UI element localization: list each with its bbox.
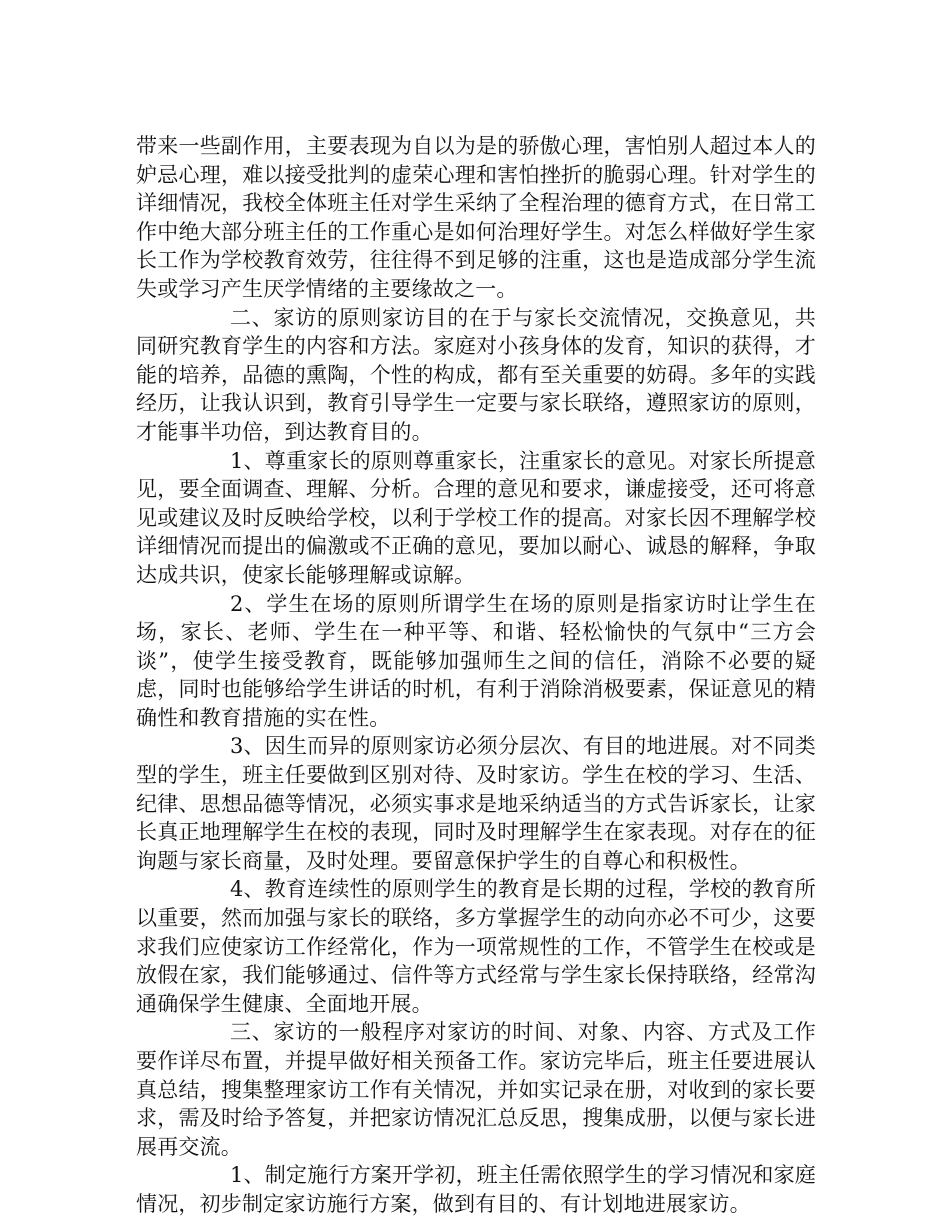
paragraph-principle-3-individual: 3、因生而异的原则家访必须分层次、有目的地进展。对不同类型的学生，班主任要做到区别对待、及时家访。学生在校的学习、生活、纪律、思想品德等情况，必须实事求是地采纳适当的方式告诉家长，让家长真正地理解学生在校的表现，同时及时理解学生在家表现。对存在的征询题与家长商量，及时处理。要留意保护学生的自尊心和积极性。 bbox=[136, 734, 816, 873]
paragraph-step-1-plan: 1、制定施行方案开学初，班主任需依照学生的学习情况和家庭情况，初步制定家访施行方案，做到有目的、有计划地进展家访。 bbox=[136, 1163, 816, 1216]
paragraph-principle-2-student-present: 2、学生在场的原则所谓学生在场的原则是指家访时让学生在场，家长、老师、学生在一种平等、和谐、轻松愉快的气氛中“三方会谈”，使学生接受教育，既能够加强师生之间的信任，消除不必要的疑虑，同时也能够给学生讲话的时机，有利于消除消极要素，保证意见的精确性和教育措施的实在性。 bbox=[136, 591, 816, 730]
paragraph-continuation: 带来一些副作用，主要表现为自以为是的骄傲心理，害怕别人超过本人的妒忌心理，难以接受批判的虚荣心理和害怕挫折的脆弱心理。针对学生的详细情况，我校全体班主任对学生采纳了全程治理的德育方式，在日常工作中绝大部分班主任的工作重心是如何治理好学生。对怎么样做好学生家长工作为学校教育效劳，往往得不到足够的注重，这也是造成部分学生流失或学习产生厌学情绪的主要缘故之一。 bbox=[136, 134, 816, 301]
paragraph-section-3-procedure: 三、家访的一般程序对家访的时间、对象、内容、方式及工作要作详尽布置，并提早做好相关预备工作。家访完毕后，班主任要进展认真总结，搜集整理家访工作有关情况，并如实记录在册，对收到的家长要求，需及时给予答复，并把家访情况汇总反思，搜集成册，以便与家长进展再交流。 bbox=[136, 1020, 816, 1159]
paragraph-principle-4-continuity: 4、教育连续性的原则学生的教育是长期的过程，学校的教育所以重要，然而加强与家长的联络，多方掌握学生的动向亦必不可少，这要求我们应使家访工作经常化，作为一项常规性的工作，不管学生在校或是放假在家，我们能够通过、信件等方式经常与学生家长保持联络，经常沟通确保学生健康、全面地开展。 bbox=[136, 877, 816, 1016]
paragraph-principle-1-respect-parents: 1、尊重家长的原则尊重家长，注重家长的意见。对家长所提意见，要全面调查、理解、分析。合理的意见和要求，谦虚接受，还可将意见或建议及时反映给学校，以利于学校工作的提高。对家长因不理解学校详细情况而提出的偏激或不正确的意见，要加以耐心、诚恳的解释，争取达成共识，使家长能够理解或谅解。 bbox=[136, 448, 816, 587]
paragraph-section-2-principles: 二、家访的原则家访目的在于与家长交流情况，交换意见，共同研究教育学生的内容和方法。家庭对小孩身体的发育，知识的获得，才能的培养，品德的熏陶，个性的构成，都有至关重要的妨碍。多年的实践经历，让我认识到，教育引导学生一定要与家长联络，遵照家访的原则，才能事半功倍，到达教育目的。 bbox=[136, 305, 816, 444]
document-body bbox=[136, 132, 816, 1219]
